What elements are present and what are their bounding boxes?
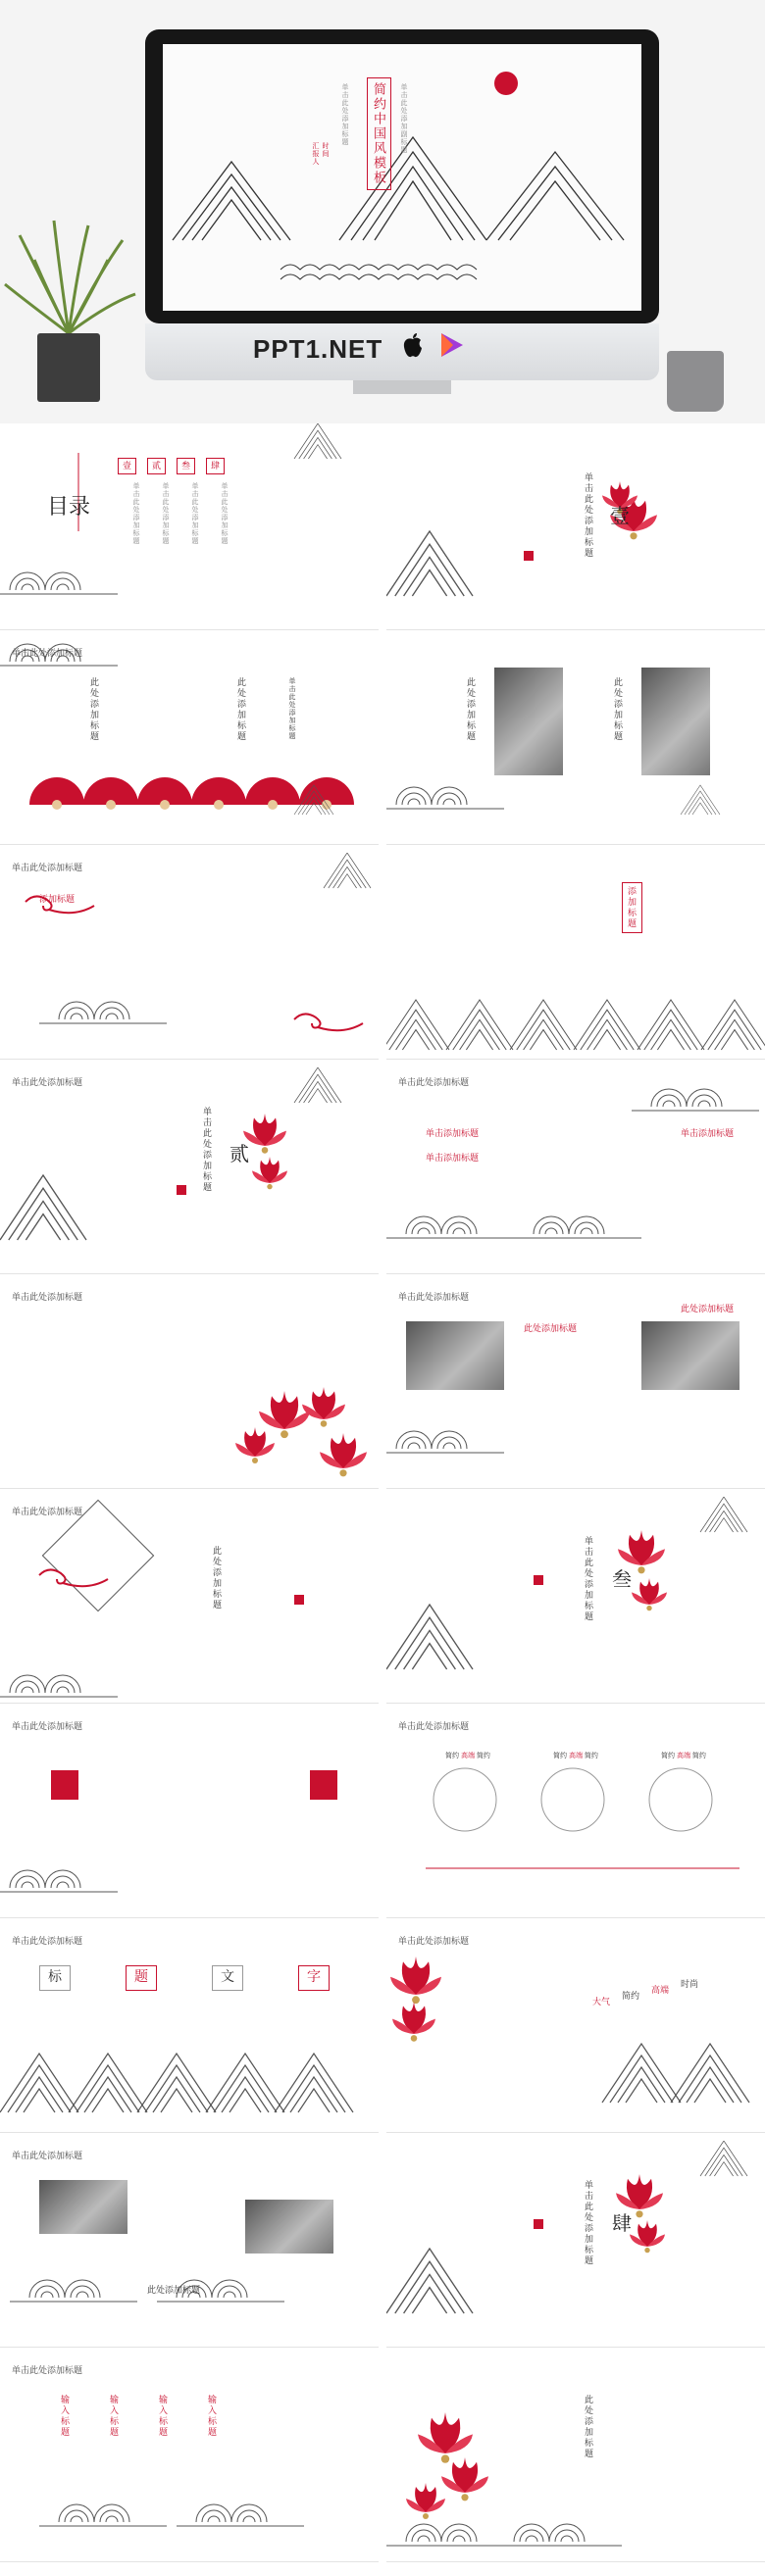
- screen-small-2: 时间: [322, 142, 329, 158]
- slides-app-icon: [439, 331, 465, 359]
- slide-thumbnail[interactable]: [0, 853, 379, 1060]
- keyword: 大气: [592, 1997, 611, 2006]
- slide-thumbnail[interactable]: [0, 1711, 379, 1918]
- toc-item: 肆: [206, 458, 225, 474]
- screen-title: 简约中国风模板: [367, 77, 391, 190]
- slide-thumbnail[interactable]: [386, 1497, 765, 1704]
- section-numeral: 贰: [230, 1144, 249, 1165]
- potted-plant-image: [0, 216, 137, 412]
- red-label-2: 单击添加标题: [426, 1153, 480, 1163]
- slide-thumbnail[interactable]: [0, 2355, 379, 2562]
- slide-thumbnail[interactable]: [386, 1926, 765, 2133]
- section-heading: 单击此处添加标题: [584, 1536, 593, 1622]
- title-tile: 题: [126, 1965, 157, 1991]
- section-numeral: 肆: [612, 2213, 632, 2235]
- apple-icon: [402, 333, 424, 359]
- slide-thumbnail[interactable]: [386, 2141, 765, 2348]
- title-tile: 字: [298, 1965, 330, 1991]
- photo-2: [641, 668, 710, 775]
- slide-header: 单击此处添加标题: [12, 1721, 83, 1731]
- toc-title: 目录: [47, 494, 91, 519]
- section-heading: 此处添加标题: [584, 2395, 593, 2459]
- vertical-heading-2: 此处添加标题: [613, 677, 623, 742]
- circle-tag: 高端: [676, 1753, 690, 1759]
- slide-thumbnail[interactable]: [0, 1926, 379, 2133]
- toc-item: 贰: [147, 458, 166, 474]
- photo-1: [406, 1321, 504, 1390]
- section-heading: 单击此处添加标题: [584, 2180, 593, 2266]
- circle-tag: 简约: [661, 1753, 675, 1759]
- slide-thumbnail[interactable]: [0, 423, 379, 630]
- input-title: 输入标题: [109, 2395, 119, 2438]
- circle-tag: 简约: [553, 1753, 567, 1759]
- circle-tag: 高端: [568, 1753, 583, 1759]
- slide-header: 单击此处添加标题: [12, 1077, 83, 1087]
- slide-header: 单击此处添加标题: [12, 2151, 83, 2160]
- slide-thumbnail[interactable]: [386, 1067, 765, 1274]
- photo-2: [245, 2200, 333, 2254]
- circle-tags: [445, 1751, 490, 1760]
- tag-2: 此处添加标题: [681, 1304, 735, 1313]
- slide-header: 单击此处添加标题: [12, 648, 83, 658]
- toc-item-text: 单击此处添加标题: [221, 482, 228, 545]
- circle-tag: 高端: [460, 1753, 475, 1759]
- tag-1: 此处添加标题: [524, 1323, 578, 1333]
- mug-image: [667, 351, 724, 412]
- slide-thumbnail[interactable]: [386, 1711, 765, 1918]
- photo-1: [39, 2180, 128, 2234]
- toc-item-text: 单击此处添加标题: [191, 482, 198, 545]
- slide-thumbnail[interactable]: [0, 1067, 379, 1274]
- slide-thumbnail[interactable]: [0, 2141, 379, 2348]
- circle-tag: 简约: [691, 1753, 706, 1759]
- slide-thumbnail[interactable]: [0, 1497, 379, 1704]
- section-heading: 单击此处添加标题: [584, 472, 593, 559]
- brand-label: PPT1.NET: [253, 334, 383, 364]
- photo-1: [494, 668, 563, 775]
- monitor-screen: [163, 44, 641, 311]
- slide-thumbnail[interactable]: [386, 638, 765, 845]
- toc-item-text: 单击此处添加标题: [162, 482, 169, 545]
- toc-item: 叁: [177, 458, 195, 474]
- circle-tag: 简约: [476, 1753, 490, 1759]
- circle-tag: 简约: [584, 1753, 598, 1759]
- title-tile: 标: [39, 1965, 71, 1991]
- section-numeral: 叁: [612, 1569, 632, 1591]
- slide-header: 单击此处添加标题: [398, 1721, 470, 1731]
- input-title: 输入标题: [158, 2395, 168, 2438]
- monitor-bezel: [145, 29, 659, 323]
- circle-tags: [661, 1751, 706, 1760]
- circle-tag: 简约: [445, 1753, 459, 1759]
- title-box: 添加标题: [622, 882, 642, 933]
- slide-thumbnail[interactable]: [386, 2355, 765, 2562]
- monitor: [145, 29, 659, 390]
- slide-thumbnail[interactable]: [386, 853, 765, 1060]
- toc-item-text: 单击此处添加标题: [132, 482, 139, 545]
- photo-2: [641, 1321, 740, 1390]
- slide-thumbnail[interactable]: [0, 638, 379, 845]
- slide-header: 单击此处添加标题: [12, 1292, 83, 1302]
- input-title: 输入标题: [207, 2395, 217, 2438]
- monitor-stand: [353, 380, 451, 394]
- vertical-heading-2: 此处添加标题: [236, 677, 246, 742]
- vertical-heading-1: 此处添加标题: [466, 677, 476, 742]
- screen-side-text-2: 单击此处添加副标题: [400, 83, 407, 154]
- keyword: 简约: [622, 1991, 640, 2001]
- screen-small-1: 汇报人: [312, 142, 319, 166]
- input-title: 输入标题: [60, 2395, 70, 2438]
- red-label-3: 单击添加标题: [681, 1128, 735, 1138]
- sub-heading: 添加标题: [39, 894, 76, 904]
- section-heading: 此处添加标题: [212, 1546, 222, 1610]
- slide-header: 单击此处添加标题: [398, 1936, 470, 1946]
- red-label-1: 单击添加标题: [426, 1128, 480, 1138]
- toc-item: 壹: [118, 458, 136, 474]
- slide-header: 单击此处添加标题: [12, 1936, 83, 1946]
- slide-header: 单击此处添加标题: [12, 863, 83, 872]
- vertical-heading-1: 此处添加标题: [89, 677, 99, 742]
- slide-header: 单击此处添加标题: [12, 1507, 83, 1516]
- slide-header: 单击此处添加标题: [398, 1077, 470, 1087]
- slide-thumbnail[interactable]: [386, 423, 765, 630]
- circle-tags: [553, 1751, 598, 1760]
- hero-preview: [0, 0, 765, 423]
- title-tile: 文: [212, 1965, 243, 1991]
- caption: 此处添加标题: [147, 2285, 201, 2295]
- keyword: 时尚: [681, 1979, 699, 1989]
- slide-thumbnail[interactable]: [386, 1282, 765, 1489]
- slide-header: 单击此处添加标题: [398, 1292, 470, 1302]
- side-text: 单击此处添加标题: [288, 677, 295, 740]
- screen-side-text-1: 单击此处添加标题: [341, 83, 348, 146]
- keyword: 高端: [651, 1985, 670, 1995]
- slide-header: 单击此处添加标题: [12, 2365, 83, 2375]
- section-heading: 单击此处添加标题: [202, 1107, 212, 1193]
- section-numeral: 壹: [610, 506, 630, 527]
- slide-thumbnail[interactable]: [0, 1282, 379, 1489]
